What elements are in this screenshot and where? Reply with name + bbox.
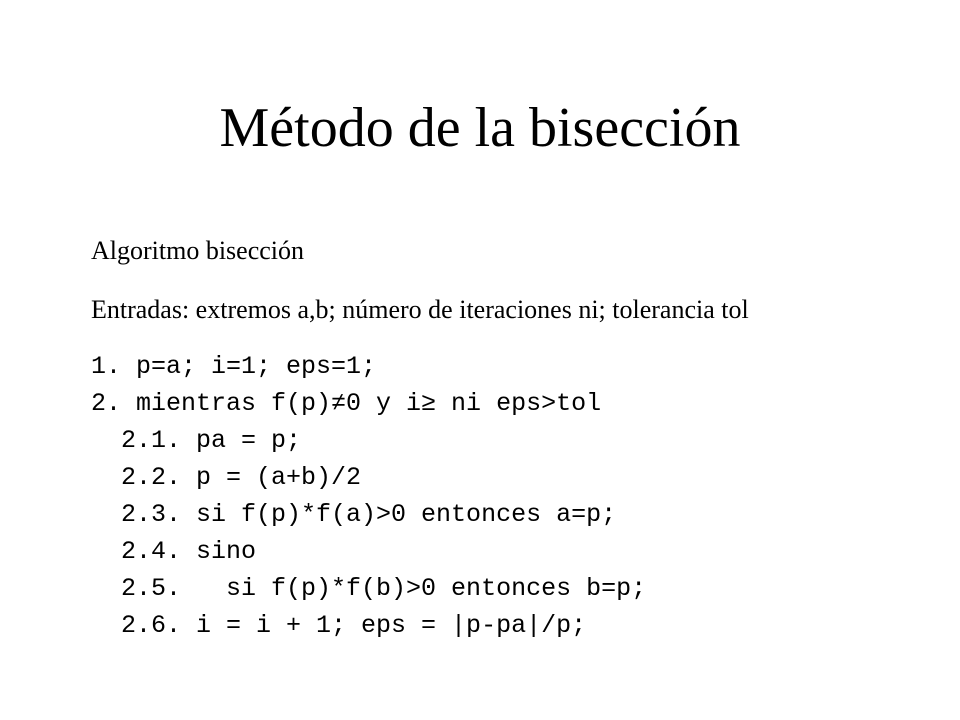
slide-title: Método de la bisección — [219, 97, 741, 159]
algorithm-step: 2.1. pa = p; — [91, 426, 302, 455]
algorithm-step: 2.2. p = (a+b)/2 — [91, 463, 362, 492]
algorithm-step: 2.5. si f(p)*f(b)>0 entonces b=p; — [91, 574, 647, 603]
algorithm-steps — [91, 348, 646, 644]
algorithm-step: 1. p=a; i=1; eps=1; — [91, 352, 377, 381]
algorithm-step: 2.3. si f(p)*f(a)>0 entonces a=p; — [91, 500, 617, 529]
algorithm-step: 2.6. i = i + 1; eps = |p-pa|/p; — [91, 611, 587, 640]
algorithm-name: Algoritmo bisección — [91, 236, 305, 265]
algorithm-step: 2.4. sino — [91, 537, 257, 566]
algorithm-step: 2. mientras f(p)≠0 y i≥ ni eps>tol — [91, 389, 602, 418]
algorithm-inputs: Entradas: extremos a,b; número de iteraciones ni; tolerancia tol — [91, 295, 749, 324]
